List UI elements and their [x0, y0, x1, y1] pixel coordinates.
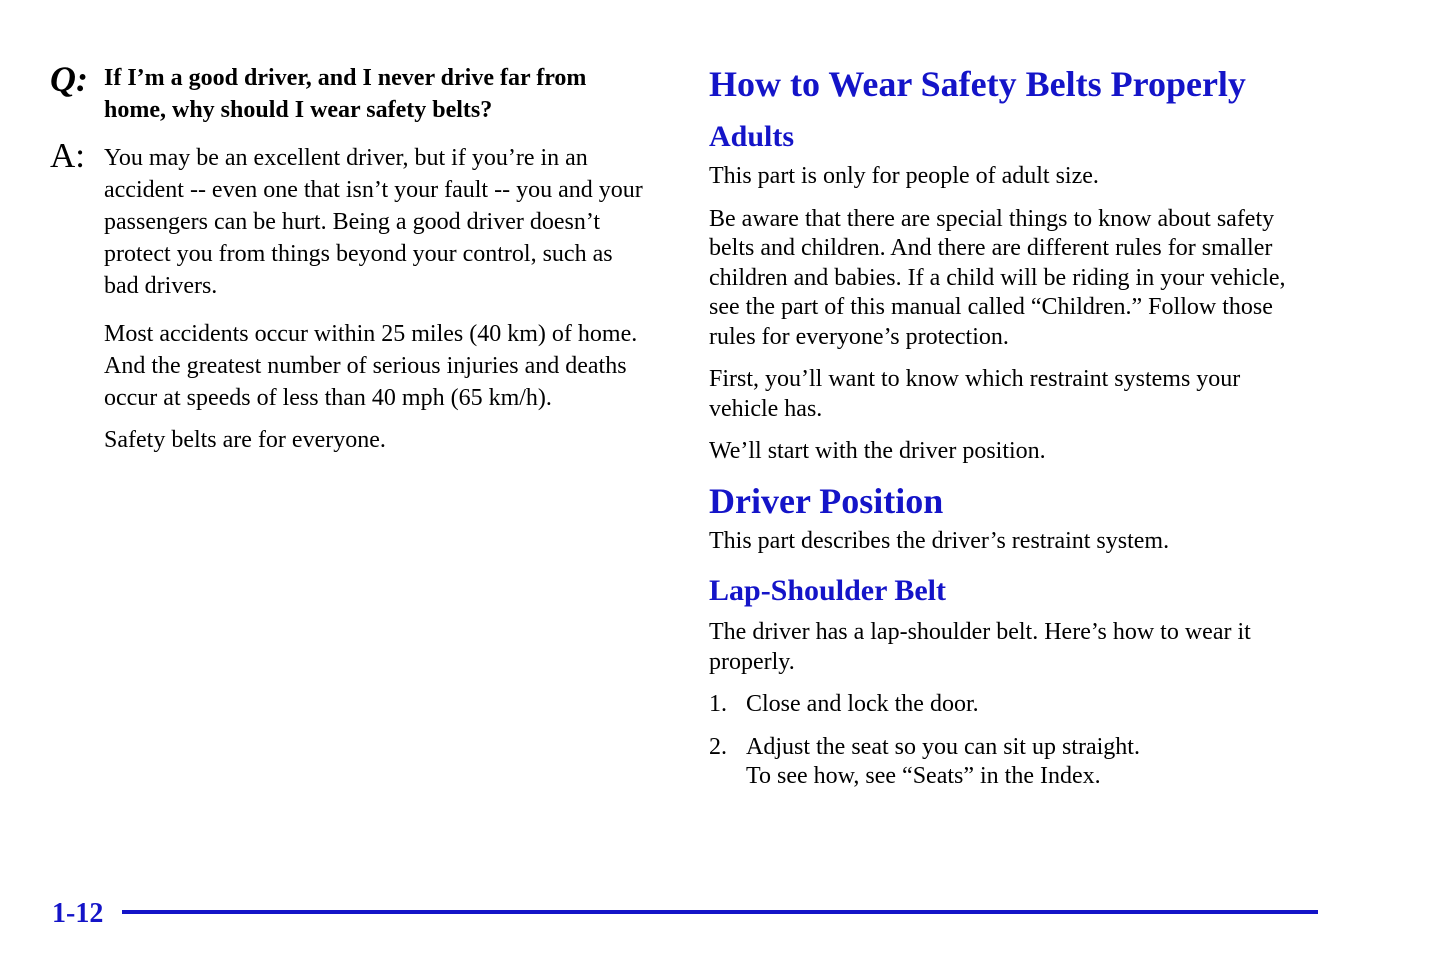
answer-block [50, 136, 650, 302]
steps-list [709, 690, 1309, 792]
a-mark: A: [50, 136, 85, 175]
step-subtext: To see how, see “Seats” in the Index. [746, 763, 1101, 789]
page-footer [52, 896, 1320, 932]
step-text: Adjust the seat so you can sit up straight. [746, 733, 1140, 760]
adults-paragraph-2: Be aware that there are special things to know about safety belts and children. And there are different rules for smaller children and babies. If a child will be riding in your vehicle, see the part of this manual called “Children.” Follow those rules for everyone’s protection. [709, 205, 1286, 350]
step-number: 2. [709, 733, 727, 760]
page-number: 1-12 [52, 898, 104, 929]
answer-text: You may be an excellent driver, but if you’re in an accident -- even one that isn’t your fault -- you and your passengers can be hurt. Being a good driver doesn’t protect you from things beyond your control, such as bad drivers. [104, 145, 643, 299]
footer-rule [122, 910, 1318, 914]
section-title: How to Wear Safety Belts Properly [709, 64, 1246, 104]
list-item [709, 690, 1309, 720]
accidents-paragraph: Most accidents occur within 25 miles (40 km) of home. And the greatest number of serious injuries and deaths occur at speeds of less than 40 mph (65 km/h). [104, 321, 638, 411]
right-column [709, 62, 1309, 792]
list-item [709, 733, 1309, 792]
lap-paragraph: The driver has a lap-shoulder belt. Here’s how to wear it properly. [709, 619, 1251, 675]
step-text: Close and lock the door. [746, 691, 979, 717]
left-column [50, 59, 650, 456]
driver-paragraph: This part describes the driver’s restraint system. [709, 527, 1170, 554]
everyone-paragraph: Safety belts are for everyone. [104, 427, 386, 453]
adults-paragraph-3: First, you’ll want to know which restraint systems your vehicle has. [709, 366, 1241, 422]
adults-heading: Adults [709, 120, 795, 153]
lap-shoulder-heading: Lap-Shoulder Belt [709, 574, 946, 607]
step-number: 1. [709, 691, 727, 717]
adults-paragraph-1: This part is only for people of adult size. [709, 163, 1099, 189]
question-block [50, 59, 650, 126]
adults-paragraph-4: We’ll start with the driver position. [709, 438, 1046, 464]
driver-position-heading: Driver Position [709, 480, 944, 521]
question-text: If I’m a good driver, and I never drive far from home, why should I wear safety belts? [104, 65, 587, 123]
q-mark: Q: [50, 59, 88, 99]
